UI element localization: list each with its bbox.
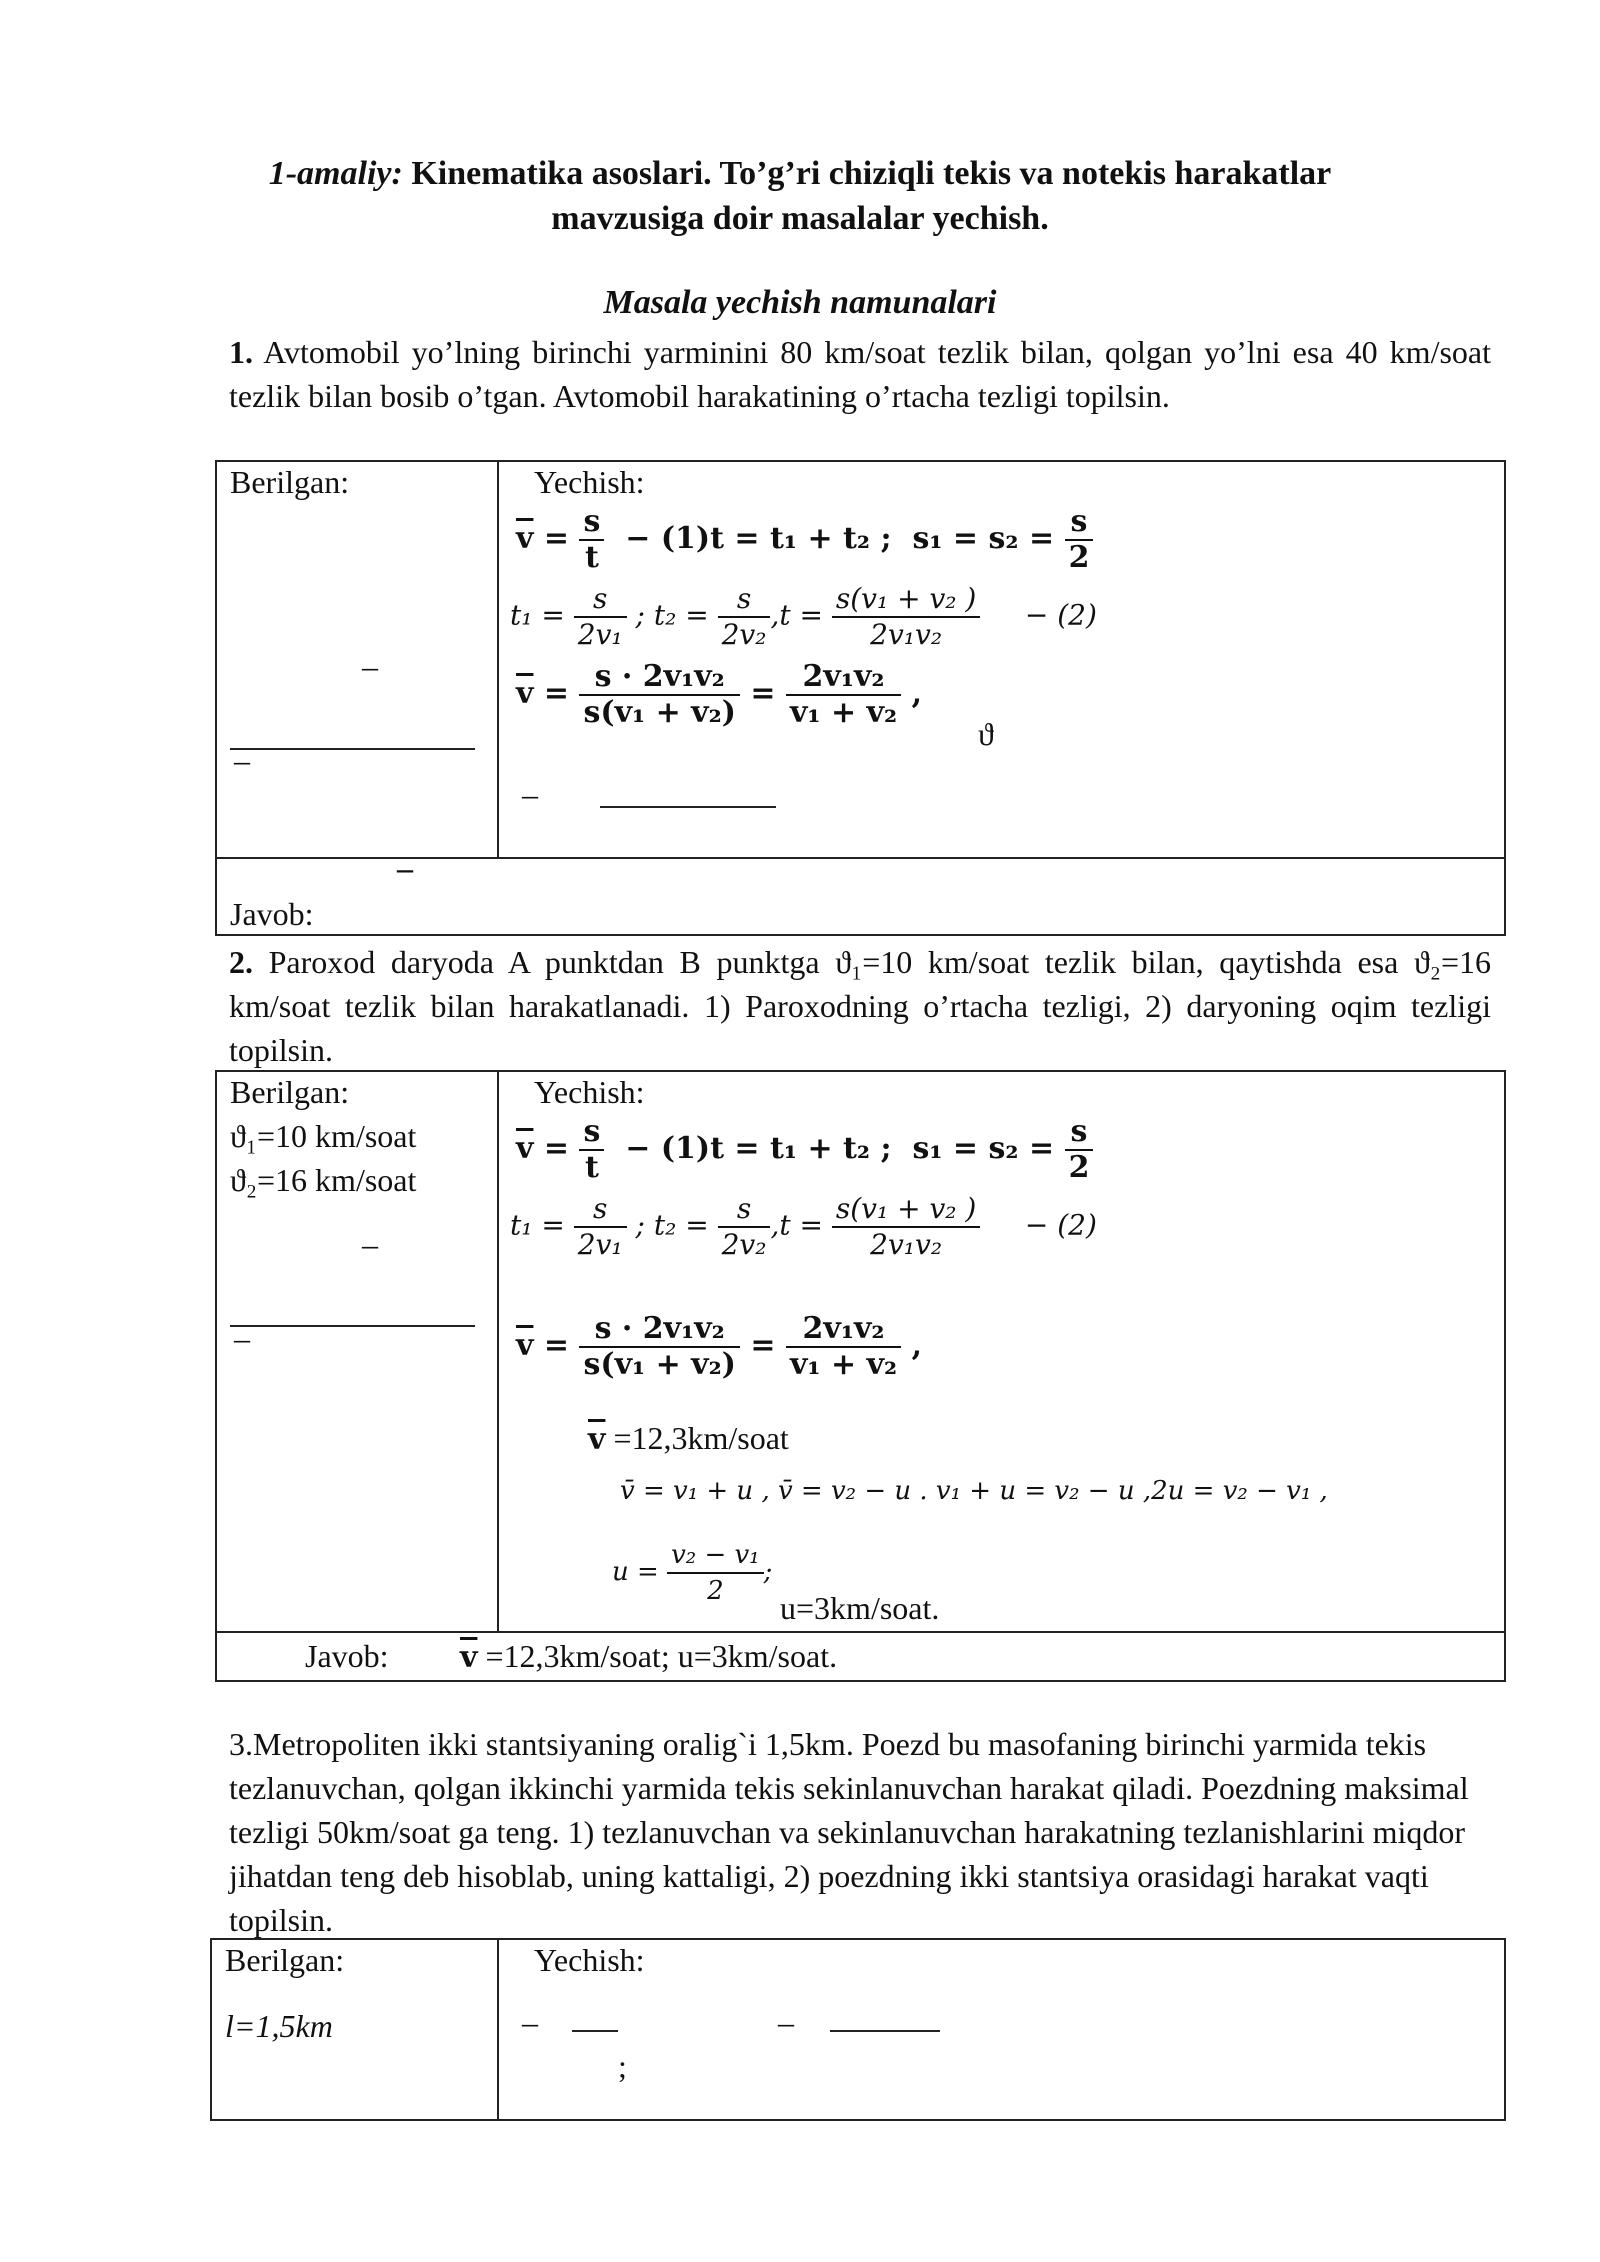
problem1-solution-label: Yechish: — [534, 464, 645, 500]
problem3-solution-label: Yechish: — [534, 1942, 645, 1978]
problem2-given-v1: ϑ₁=10 km/soat — [230, 1118, 417, 1154]
problem2-answer: $\overline{v}$ =12,3km/soat; u=3km/soat. — [460, 1638, 838, 1675]
problem2-given-v2: ϑ₂=16 km/soat — [230, 1162, 417, 1198]
problem2-dash: – — [362, 1226, 378, 1262]
problem1-dash: – — [362, 648, 378, 684]
problem1-dash: – — [397, 850, 413, 886]
problem1-given-underline — [230, 748, 475, 750]
problem3-semicolon: ; — [618, 2048, 627, 2084]
problem2-u-result: u=3km/soat. — [780, 1590, 940, 1626]
problem3-given-label: Berilgan: — [225, 1942, 345, 1978]
title-prefix: 1-amaliy: — [268, 155, 403, 192]
problem2-relations: v̄ = v₁ + u , v̄ = v₂ − u . v₁ + u = v₂ − u ,2u = v₂ − v₁ , — [620, 1476, 1328, 1506]
problem3-given-l: l=1,5km — [225, 2008, 333, 2044]
problem1-table-divider — [497, 460, 499, 858]
problem2-given-underline — [230, 1325, 475, 1327]
problem3-dash: – — [778, 2004, 794, 2040]
problem2-dash: – — [234, 1320, 250, 1356]
problem1-dash: – — [234, 742, 250, 778]
problem1-given-label: Berilgan: — [230, 464, 350, 500]
problem1-answer-label: Javob: — [230, 896, 314, 932]
problem1-statement: Avtomobil yo’lning birinchi yarminini 80 km/soat tezlik bilan, qolgan yo’lni esa 40 km/soat tezlik bilan bosib o’tgan. Avtomobil harakatining o’rtacha tezligi topilsin. — [229, 334, 1491, 414]
problem1-formula-line3: $\overline{v}$ = $\frac{\text{s · 2v₁v₂}}{\text{s(v₁ + v₂)}}$ = $\frac{\text{2v₁v₂}}{\text{v₁ + v₂}}$ , — [516, 659, 923, 730]
problem1-dash: – — [522, 776, 538, 812]
problem3-underline — [830, 2030, 940, 2032]
problem1-formula-line2: t₁ = $\frac{s}{\text{2v₁}}$ ; t₂ = $\frac{s}{\text{2v₂}}$ ,t = $\frac{\text{s(v₁ + v₂ )}}{\text{2v₁v₂}}$ − (2) — [510, 582, 1097, 651]
problem2-number: 2. — [229, 944, 253, 980]
problem2-formula-line1: $\overline{v}$ = $\frac{s}{t}$ − (1)t = t₁ + t₂ ; s₁ = s₂ = $\frac{s}{2}$ — [516, 1115, 1093, 1185]
problem2-solution-label: Yechish: — [534, 1074, 645, 1110]
problem2-statement: Paroxod daryoda A punktdan B punktga ϑ₁=10 km/soat tezlik bilan, qaytishda esa ϑ₂=16 km/soat tezlik bilan harakatlanadi. 1) Paroxodning o’rtacha tezligi, 2) daryoning oqim tezligi topilsin. — [229, 944, 1491, 1068]
problem2-formula-line3: $\overline{v}$ = $\frac{\text{s · 2v₁v₂}}{\text{s(v₁ + v₂)}}$ = $\frac{\text{2v₁v₂}}{\text{v₁ + v₂}}$ , — [516, 1311, 923, 1382]
problem3-underline — [572, 2030, 618, 2032]
problem1-number: 1. — [229, 334, 253, 370]
problem1-solution-underline — [600, 806, 776, 808]
problem2-u-formula: u = $\frac{\text{v₂ − v₁}}{2}$ ; — [612, 1540, 773, 1606]
problem1-formula-line1: $\overline{v}$ = $\frac{s}{t}$ − (1)t = t₁ + t₂ ; s₁ = s₂ = $\frac{s}{2}$ — [516, 505, 1093, 575]
section-subtitle: Masala yechish namunalari — [603, 284, 997, 321]
problem2-answer-row-border — [215, 1631, 1506, 1633]
problem2-formula-line2: t₁ = $\frac{s}{\text{2v₁}}$ ; t₂ = $\frac{s}{\text{2v₂}}$ ,t = $\frac{\text{s(v₁ + v₂ )}}{\text{2v₁v₂}}$ − (2) — [510, 1192, 1097, 1261]
problem2-text — [229, 940, 1491, 1072]
title-line1: Kinematika asoslari. To’g’ri chiziqli tekis va notekis harakatlar — [402, 155, 1332, 192]
title-line2: mavzusiga doir masalalar yechish. — [551, 200, 1049, 237]
problem2-answer-label: Javob: — [305, 1638, 389, 1674]
problem2-table-divider — [497, 1070, 499, 1632]
page-title — [0, 152, 1600, 196]
problem1-theta: ϑ — [978, 716, 994, 752]
problem3-dash: – — [522, 2004, 538, 2040]
problem1-text — [229, 330, 1491, 418]
problem3-text: 3.Metropoliten ikki stantsiyaning oralig`i 1,5km. Poezd bu masofaning birinchi yarmida tekis tezlanuvchan, qolgan ikkinchi yarmida tekis sekinlanuvchan harakat qiladi. Poezdning maksimal tezligi 50km/soat ga teng. 1) tezlanuvchan va sekinlanuvchan harakatning tezlanishlarini miqdor jihatdan teng deb hisoblab, uning kattaligi, 2) poezdning ikki stantsiya orasidagi harakat vaqti topilsin. — [229, 1726, 1469, 1938]
problem2-avg-result: $\overline{v}$ =12,3km/soat — [588, 1420, 789, 1457]
problem3-table-divider — [497, 1938, 499, 2121]
problem2-given-label: Berilgan: — [230, 1074, 350, 1110]
